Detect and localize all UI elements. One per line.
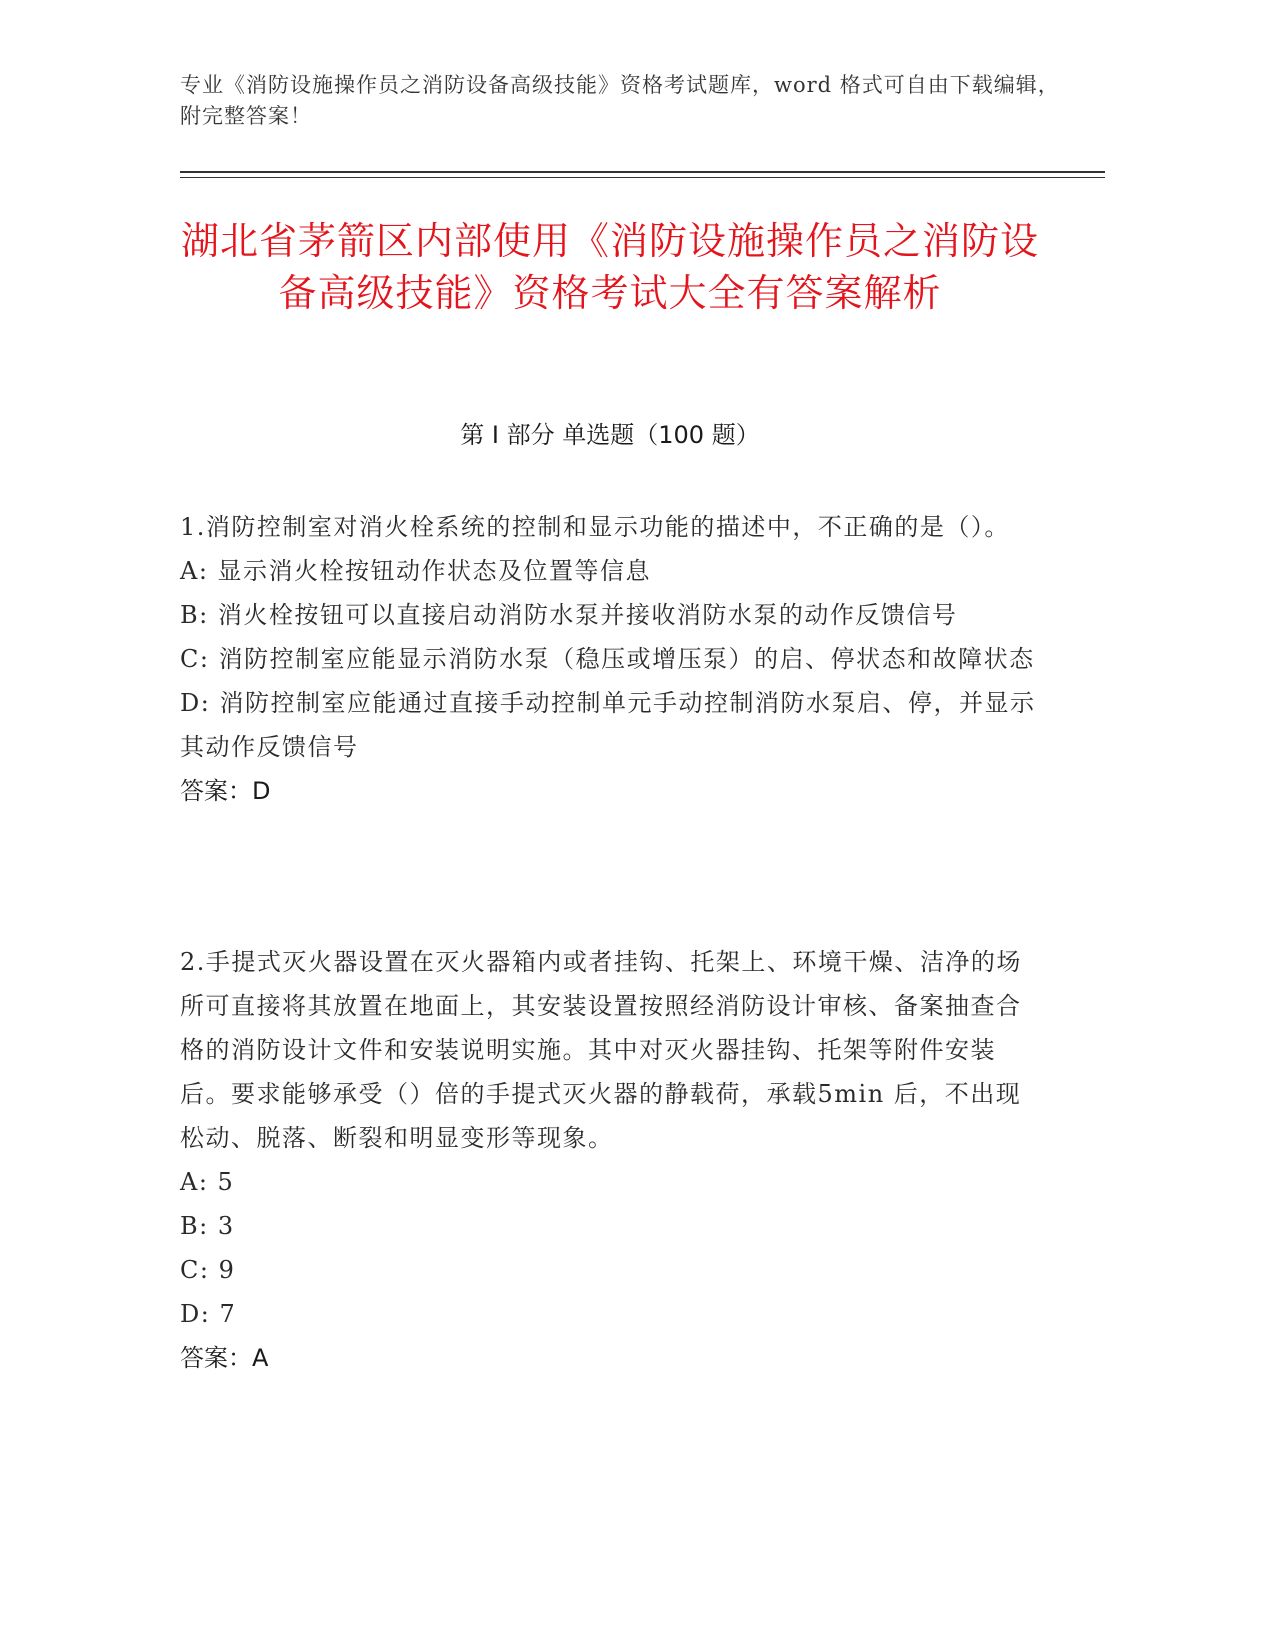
option-c: C: 9	[180, 1256, 236, 1284]
option-b: B: 3	[180, 1212, 235, 1240]
header-divider-thick	[180, 171, 1105, 173]
header-divider-thin	[180, 177, 1105, 178]
question-2	[180, 940, 1040, 1380]
question-stem: 2.手提式灭火器设置在灭火器箱内或者挂钩、托架上、环境干燥、洁净的场所可直接将其放置在地面上，其安装设置按照经消防设计审核、备案抽查合格的消防设计文件和安装说明实施。其中对灭火器挂钩、托架等附件安装后。要求能够承受（）倍的手提式灭火器的静载荷，承载5min 后，不出现松动、脱落、断裂和明显变形等现象。	[180, 948, 1022, 1152]
answer: 答案：D	[180, 777, 271, 805]
option-c: C: 消防控制室应能显示消防水泵（稳压或增压泵）的启、停状态和故障状态	[180, 645, 1035, 673]
answer: 答案：A	[180, 1344, 269, 1372]
option-a: A: 显示消火栓按钮动作状态及位置等信息	[180, 557, 652, 585]
section-heading: 第 I 部分 单选题（100 题）	[460, 421, 760, 449]
option-d: D: 7	[180, 1300, 237, 1328]
question-stem: 1.消防控制室对消火栓系统的控制和显示功能的描述中，不正确的是（）。	[180, 513, 1010, 541]
document-title: 湖北省茅箭区内部使用《消防设施操作员之消防设备高级技能》资格考试大全有答案解析	[180, 219, 1039, 315]
header-note: 专业《消防设施操作员之消防设备高级技能》资格考试题库，word 格式可自由下载编辑，附完整答案！	[180, 73, 1060, 128]
question-1	[180, 505, 1040, 813]
option-d: D: 消防控制室应能通过直接手动控制单元手动控制消防水泵启、停，并显示其动作反馈信号	[180, 689, 1036, 761]
option-b: B: 消火栓按钮可以直接启动消防水泵并接收消防水泵的动作反馈信号	[180, 601, 958, 629]
option-a: A: 5	[180, 1168, 235, 1196]
